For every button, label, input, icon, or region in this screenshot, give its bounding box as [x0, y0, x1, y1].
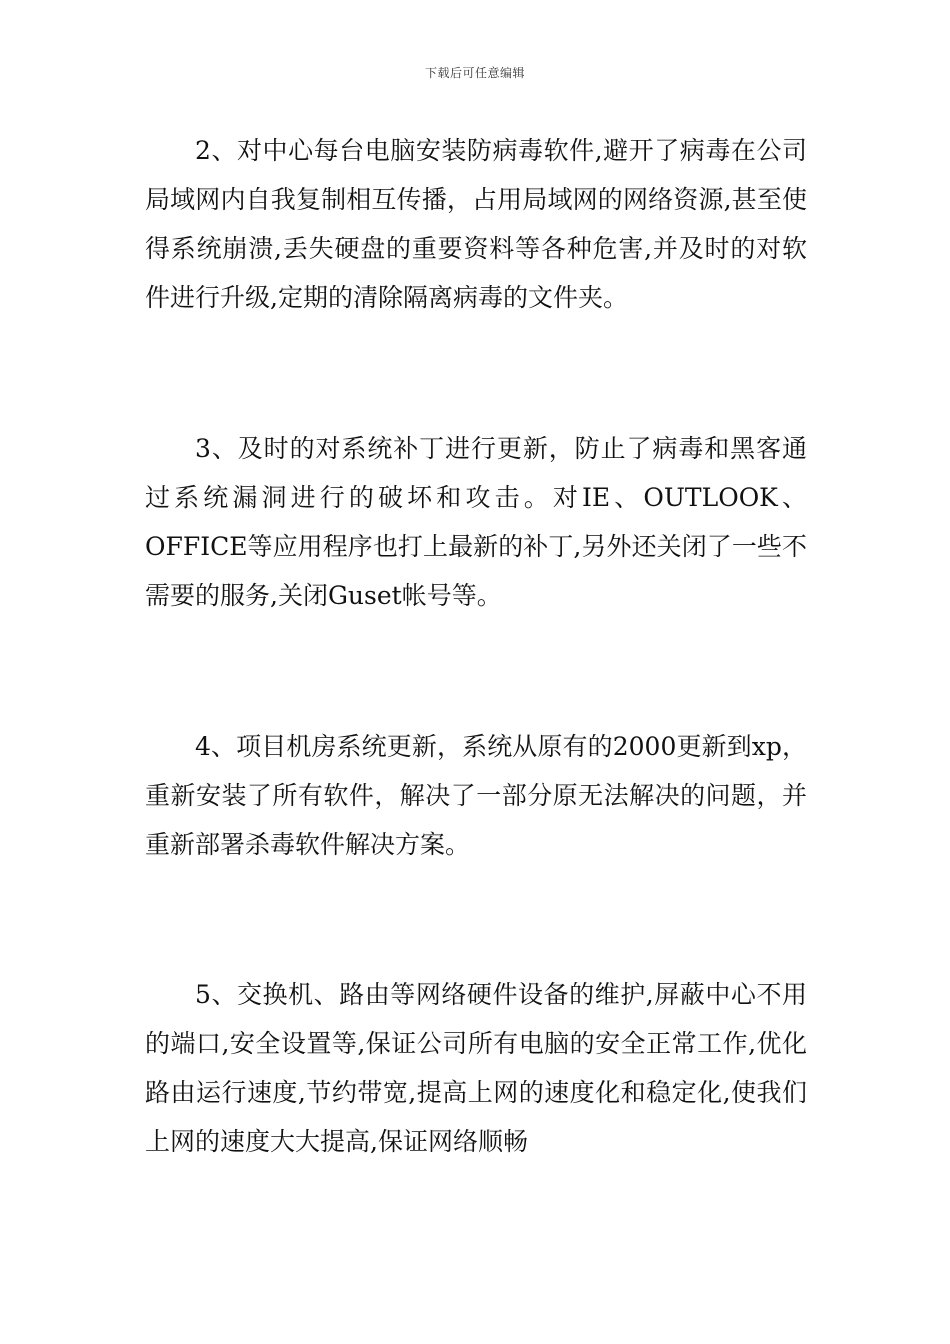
paragraph-item-4: 4、项目机房系统更新，系统从原有的2000更新到xp，重新安装了所有软件，解决了一部分原无法解决的问题，并重新部署杀毒软件解决方案。: [145, 732, 807, 859]
header-note: 下载后可任意编辑: [424, 66, 525, 80]
paragraph-item-3: 3、及时的对系统补丁进行更新，防止了病毒和黑客通过系统漏洞进行的破坏和攻击。对IE、OUTLOOK、OFFICE等应用程序也打上最新的补丁,另外还关闭了一些不需要的服务,关闭Guset帐号等。: [145, 434, 807, 610]
paragraph-item-5: 5、交换机、路由等网络硬件设备的维护,屏蔽中心不用的端口,安全设置等,保证公司所有电脑的安全正常工作,优化路由运行速度,节约带宽,提高上网的速度化和稳定化,使我们上网的速度大大提高,保证网络顺畅: [145, 980, 807, 1156]
paragraph-item-2: 2、对中心每台电脑安装防病毒软件,避开了病毒在公司局域网内自我复制相互传播，占用局域网的网络资源,甚至使得系统崩溃,丢失硬盘的重要资料等各种危害,并及时的对软件进行升级,定期的清除隔离病毒的文件夹。: [145, 136, 807, 312]
